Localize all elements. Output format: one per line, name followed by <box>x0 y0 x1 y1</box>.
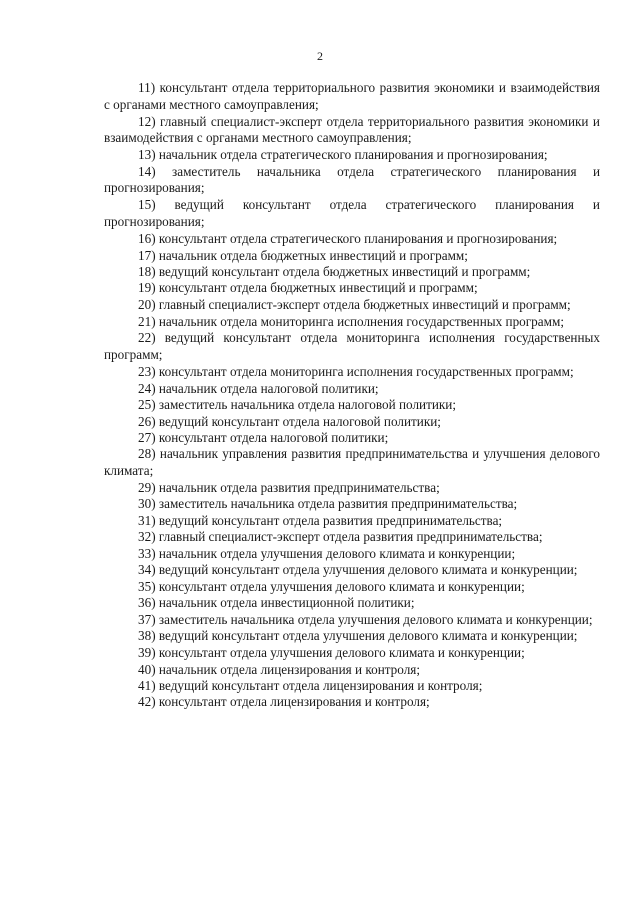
list-item: 41) ведущий консультант отдела лицензирования и контроля; <box>138 678 483 694</box>
list-item: 26) ведущий консультант отдела налоговой политики; <box>138 413 441 429</box>
list-item: 33) начальник отдела улучшения делового климата и конкуренции; <box>138 545 516 561</box>
list-item: 12) главный специалист-эксперт отдела территориального развития экономики и взаимодействия с органами местного самоуправления; <box>104 113 600 146</box>
list-item: 31) ведущий консультант отдела развития предпринимательства; <box>138 512 503 528</box>
list-item: 21) начальник отдела мониторинга исполнения государственных программ; <box>138 313 564 329</box>
list-item: 28) начальник управления развития предпринимательства и улучшения делового климата; <box>104 446 600 479</box>
list-item: 22) ведущий консультант отдела мониторинга исполнения государственных программ; <box>104 330 600 363</box>
list-item: 39) консультант отдела улучшения делового климата и конкуренции; <box>138 645 525 661</box>
list-item: 23) консультант отдела мониторинга исполнения государственных программ; <box>138 363 574 379</box>
list-item: 36) начальник отдела инвестиционной политики; <box>138 595 415 611</box>
list-item: 18) ведущий консультант отдела бюджетных инвестиций и программ; <box>138 263 531 279</box>
page-number: 2 <box>317 49 323 63</box>
list-item: 34) ведущий консультант отдела улучшения делового климата и конкуренции; <box>138 562 578 578</box>
list-item: 40) начальник отдела лицензирования и контроля; <box>138 661 421 677</box>
list-item: 17) начальник отдела бюджетных инвестиций и программ; <box>138 247 468 263</box>
list-item: 13) начальник отдела стратегического планирования и прогнозирования; <box>138 147 548 163</box>
list-item: 14) заместитель начальника отдела стратегического планирования и прогнозирования; <box>104 163 600 196</box>
list-item: 16) консультант отдела стратегического планирования и прогнозирования; <box>138 230 558 246</box>
list-item: 27) консультант отдела налоговой политики; <box>138 430 389 445</box>
position-list <box>104 80 600 711</box>
list-item: 25) заместитель начальника отдела налоговой политики; <box>138 397 457 413</box>
list-item: 11) консультант отдела территориального развития экономики и взаимодействия с органами местного самоуправления; <box>104 80 600 112</box>
list-item: 19) консультант отдела бюджетных инвестиций и программ; <box>138 280 478 296</box>
list-item: 32) главный специалист-эксперт отдела развития предпринимательства; <box>138 529 543 545</box>
list-item: 15) ведущий консультант отдела стратегического планирования и прогнозирования; <box>104 197 600 229</box>
list-item: 37) заместитель начальника отдела улучшения делового климата и конкуренции; <box>138 611 593 627</box>
list-item: 42) консультант отдела лицензирования и контроля; <box>138 694 430 710</box>
list-item: 30) заместитель начальника отдела развития предпринимательства; <box>138 496 518 512</box>
list-item: 38) ведущий консультант отдела улучшения делового климата и конкуренции; <box>138 628 578 644</box>
list-item: 29) начальник отдела развития предпринимательства; <box>138 480 440 495</box>
list-item: 35) консультант отдела улучшения делового климата и конкуренции; <box>138 578 525 594</box>
list-item: 20) главный специалист-эксперт отдела бюджетных инвестиций и программ; <box>138 296 571 312</box>
list-item: 24) начальник отдела налоговой политики; <box>138 380 379 396</box>
